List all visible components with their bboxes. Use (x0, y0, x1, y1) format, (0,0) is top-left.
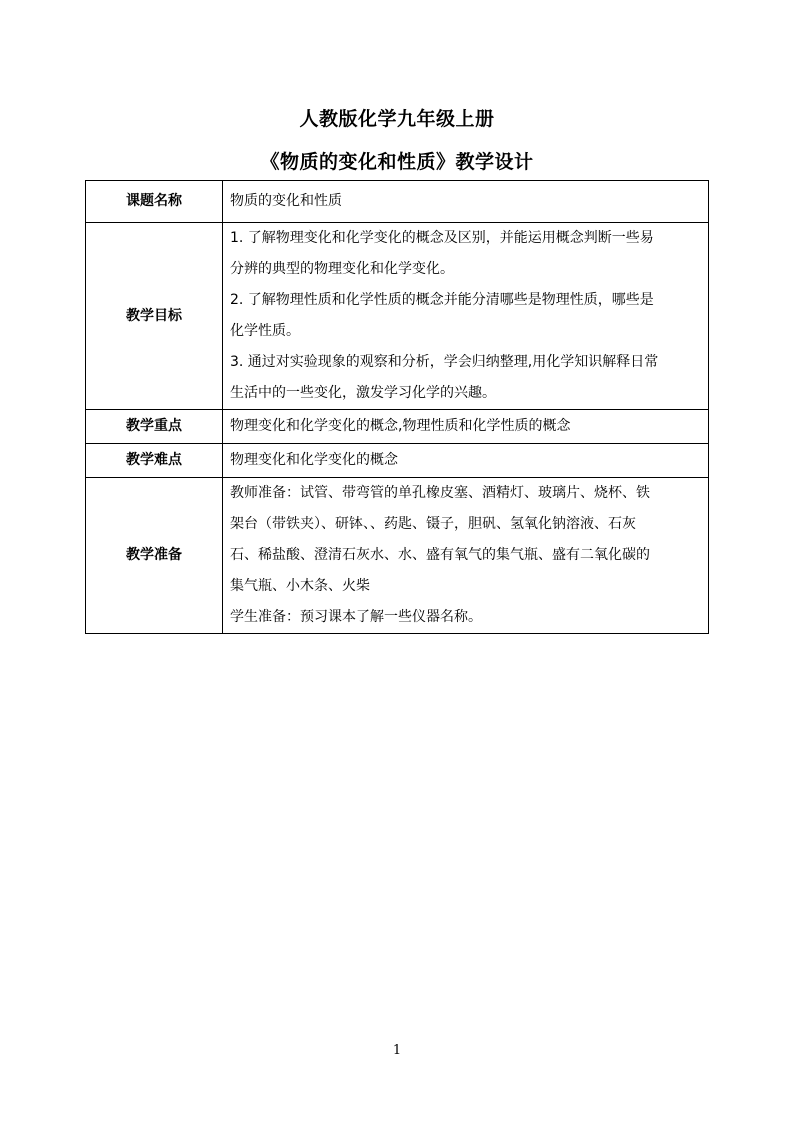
table-row-topic (86, 181, 709, 223)
key-points-label: 教学重点 (86, 410, 223, 444)
preparation-label: 教学准备 (86, 478, 223, 634)
preparation-line: 架台（带铁夹）、研钵、、药匙、镊子，胆矾、氢氧化钠溶液、石灰 (230, 516, 636, 532)
page-number: 1 (392, 1043, 402, 1058)
table-row-goals (86, 223, 709, 410)
goals-line: 分辨的典型的物理变化和化学变化。 (230, 261, 454, 277)
key-points-value: 物理变化和化学变化的概念,物理性质和化学性质的概念 (223, 410, 709, 444)
preparation-content (223, 478, 709, 634)
preparation-line: 教师准备：试管、带弯管的单孔橡皮塞、酒精灯、玻璃片、烧杯、铁 (230, 485, 650, 501)
preparation-line: 集气瓶、小木条、火柴 (230, 578, 370, 594)
goals-line: 1. 了解物理变化和化学变化的概念及区别，并能运用概念判断一些易 (230, 230, 654, 246)
lesson-plan-table (85, 180, 709, 634)
table-row-difficulties (86, 444, 709, 478)
goals-line: 化学性质。 (230, 323, 300, 339)
goals-line: 生活中的一些变化，激发学习化学的兴趣。 (230, 385, 496, 401)
preparation-line: 学生准备：预习课本了解一些仪器名称。 (230, 609, 482, 625)
table-row-preparation (86, 478, 709, 634)
topic-value: 物质的变化和性质 (223, 181, 709, 223)
topic-label: 课题名称 (86, 181, 223, 223)
goals-line: 3. 通过对实验现象的观察和分析，学会归纳整理,用化学知识解释日常 (230, 354, 659, 370)
goals-label: 教学目标 (86, 223, 223, 410)
difficulties-value: 物理变化和化学变化的概念 (223, 444, 709, 478)
document-subtitle: 《物质的变化和性质》教学设计 (260, 151, 534, 173)
table-row-key-points (86, 410, 709, 444)
document-title: 人教版化学九年级上册 (299, 108, 495, 130)
difficulties-label: 教学难点 (86, 444, 223, 478)
goals-content (223, 223, 709, 410)
goals-line: 2. 了解物理性质和化学性质的概念并能分清哪些是物理性质，哪些是 (230, 292, 654, 308)
preparation-line: 石、稀盐酸、澄清石灰水、水、盛有氧气的集气瓶、盛有二氧化碳的 (230, 547, 650, 563)
